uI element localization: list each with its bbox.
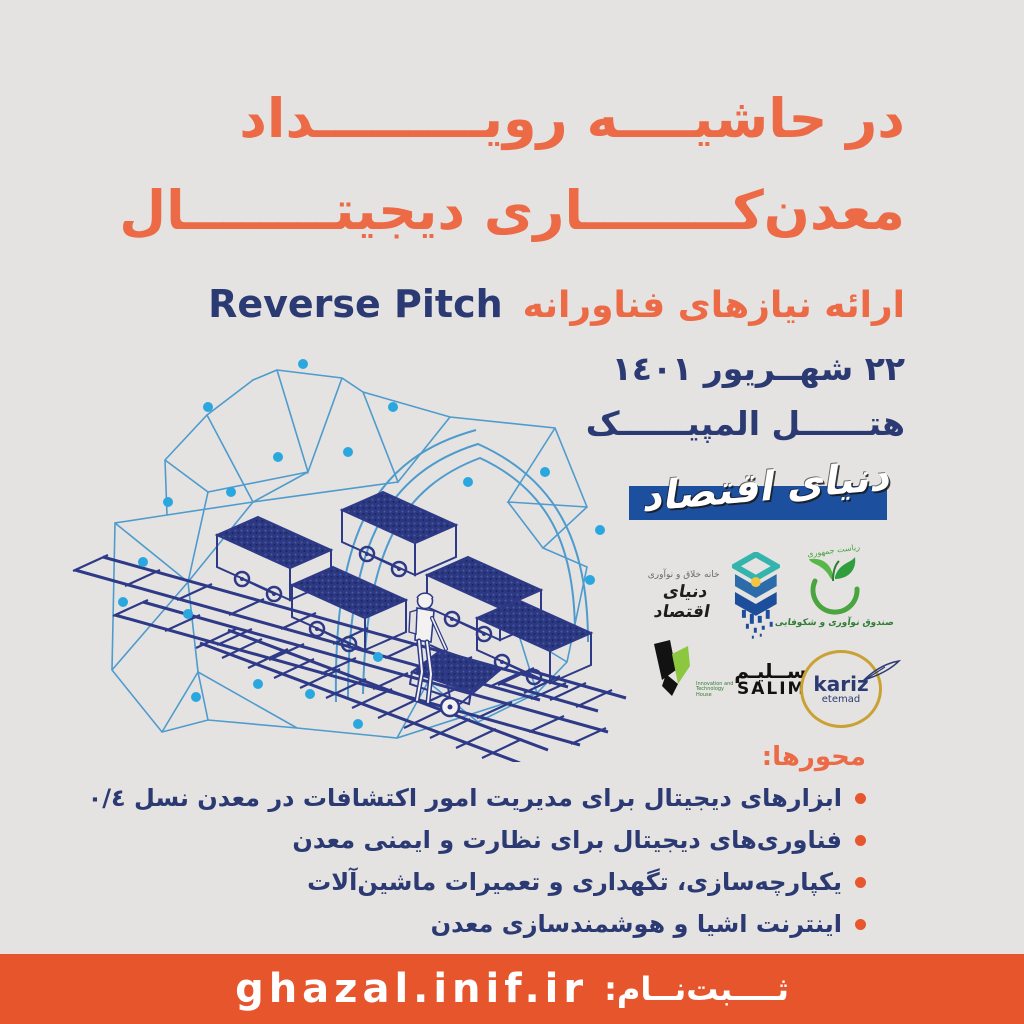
- creative-house-subtitle: خانه خلاق و نوآوری: [647, 570, 720, 580]
- salim-emblem-icon: [652, 640, 692, 698]
- salim-logo: [652, 640, 806, 698]
- kariz-etemad-logo: [800, 650, 882, 728]
- salim-wordmark-en: SALIM: [737, 679, 807, 699]
- registration-label: ثــــبت‌نــام:: [604, 970, 789, 1008]
- mine-illustration: [48, 352, 628, 762]
- topics-section: [88, 742, 866, 952]
- event-venue: هتــــــل المپیــــــک: [585, 404, 905, 443]
- topic-text: فناوری‌های دیجیتال برای نظارت و ایمنی معدن: [292, 826, 842, 854]
- poster-title-line2: معدن‌کــــــــاری دیجیتــــــــال: [119, 179, 905, 242]
- topic-item: [88, 826, 866, 854]
- registration-url: ghazal.inif.ir: [235, 966, 589, 1012]
- topics-heading: محورها:: [761, 742, 866, 772]
- creative-house-wordmark: دنیای اقتصاد: [652, 582, 712, 622]
- event-date: ٢٢ شهــریور ١٤٠١: [611, 349, 905, 388]
- sensor-dots: [118, 359, 605, 729]
- kariz-subwordmark: etemad: [821, 693, 861, 705]
- topic-text: یکپارچه‌سازی، تگهداری و تعمیرات ماشین‌آلات: [307, 868, 842, 896]
- topics-list: [88, 784, 866, 938]
- bullet-dot-icon: [855, 877, 866, 888]
- kariz-quill-icon: [861, 659, 901, 683]
- creative-house-logo: [640, 552, 780, 640]
- poster-subtitle: [208, 282, 905, 326]
- topic-item: [88, 868, 866, 896]
- innovation-fund-logo: [773, 542, 895, 628]
- donya-eqtesad-logo: [629, 452, 896, 522]
- creative-house-emblem-icon: [732, 552, 780, 640]
- kariz-wordmark: kariz: [813, 671, 869, 696]
- rock-mesh: [112, 370, 587, 738]
- topic-item: [88, 910, 866, 938]
- topic-item: [88, 784, 866, 812]
- creative-house-text: [640, 570, 727, 622]
- innovation-fund-emblem-icon: [805, 555, 863, 617]
- innovation-fund-header: ریاست جمهوری: [807, 542, 861, 559]
- bullet-dot-icon: [855, 835, 866, 846]
- registration-bar: [0, 954, 1024, 1024]
- innovation-fund-name: صندوق نوآوری و شکوفایی: [773, 618, 895, 628]
- topic-text: ابزارهای دیجیتال برای مدیریت امور اکتشافات در معدن نسل ٠/٤: [87, 784, 842, 812]
- bullet-dot-icon: [855, 919, 866, 930]
- salim-text: [696, 661, 806, 698]
- salim-tagline: Innovation and Technology House: [696, 680, 734, 698]
- donya-eqtesad-wordmark: دنیای اقتصاد: [640, 452, 896, 522]
- topic-text: اینترنت اشیا و هوشمندسازی معدن: [430, 910, 842, 938]
- bullet-dot-icon: [855, 793, 866, 804]
- subtitle-persian: ارائه نیازهای فناورانه: [522, 285, 905, 326]
- subtitle-english: Reverse Pitch: [208, 282, 503, 326]
- salim-wordmark-fa: ســلیـم: [734, 659, 807, 683]
- poster-title-line1: در حاشیــــه رویـــــــــداد: [239, 87, 905, 150]
